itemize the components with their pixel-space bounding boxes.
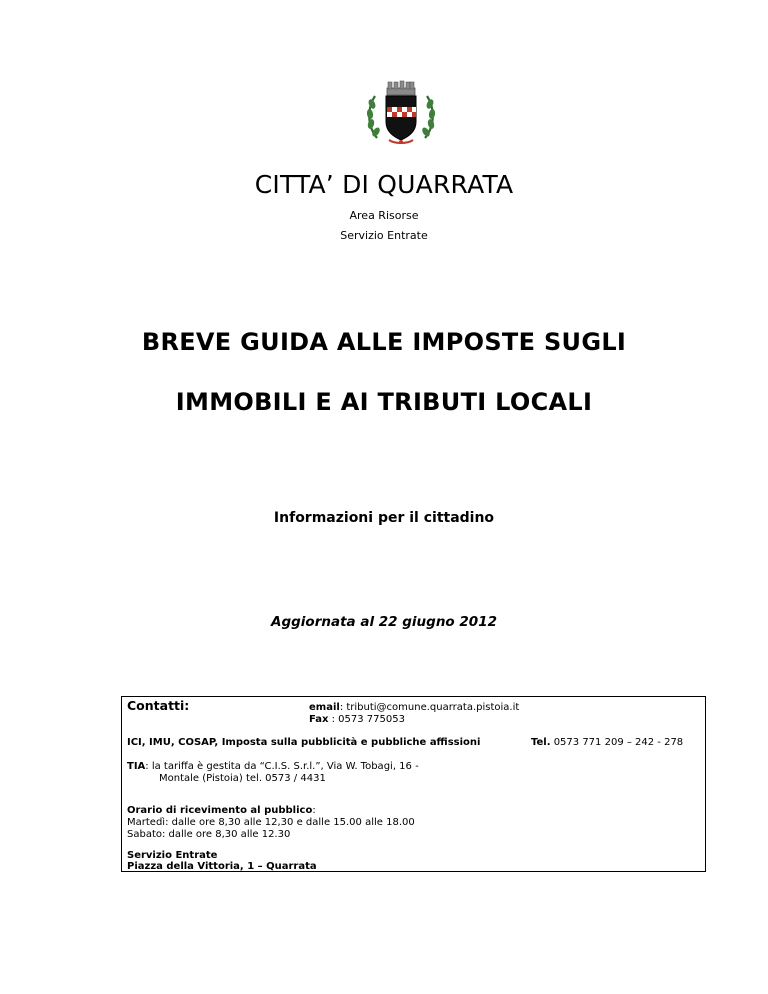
tia-label: TIA xyxy=(127,761,146,772)
update-date: Aggiornata al 22 giugno 2012 xyxy=(271,614,497,630)
hours-colon: : xyxy=(312,805,316,816)
email-value: : tributi@comune.quarrata.pistoia.it xyxy=(339,702,520,713)
hours-heading xyxy=(127,805,316,817)
service-label: Servizio Entrate xyxy=(340,229,428,242)
hours-line-1: Martedì: dalle ore 8,30 alle 12,30 e dalle 15.00 alle 18.00 xyxy=(127,817,415,828)
coat-of-arms-emblem xyxy=(363,80,439,146)
hours-line-2: Sabato: dalle ore 8,30 alle 12.30 xyxy=(127,829,291,840)
fax-line xyxy=(309,714,405,726)
contacts-label: Contatti: xyxy=(127,698,190,713)
phone-line xyxy=(531,737,683,749)
tia-line-1 xyxy=(127,761,419,773)
phone-label: Tel. xyxy=(531,737,551,748)
phone-value: 0573 771 209 – 242 - 278 xyxy=(550,737,684,748)
email-line xyxy=(309,702,519,714)
office-name: Servizio Entrate xyxy=(127,850,218,861)
fax-value: : 0573 775053 xyxy=(328,714,405,725)
document-title-line-2: IMMOBILI E AI TRIBUTI LOCALI xyxy=(175,388,593,416)
area-label: Area Risorse xyxy=(349,209,419,222)
city-name: CITTA’ DI QUARRATA xyxy=(254,170,514,199)
document-subtitle: Informazioni per il cittadino xyxy=(273,510,495,526)
office-address: Piazza della Vittoria, 1 – Quarrata xyxy=(127,861,317,872)
tia-text-1: : la tariffa è gestita da “C.I.S. S.r.l.”, Via W. Tobagi, 16 - xyxy=(145,761,419,772)
fax-label: Fax xyxy=(309,714,329,725)
tia-line-2: Montale (Pistoia) tel. 0573 / 4431 xyxy=(159,773,326,784)
taxes-office-line: ICI, IMU, COSAP, Imposta sulla pubblicità e pubbliche affissioni xyxy=(127,737,481,748)
document-title-line-1: BREVE GUIDA ALLE IMPOSTE SUGLI xyxy=(141,328,627,356)
hours-label: Orario di ricevimento al pubblico xyxy=(127,805,313,816)
email-label: email xyxy=(309,702,340,713)
contacts-box xyxy=(121,696,706,872)
